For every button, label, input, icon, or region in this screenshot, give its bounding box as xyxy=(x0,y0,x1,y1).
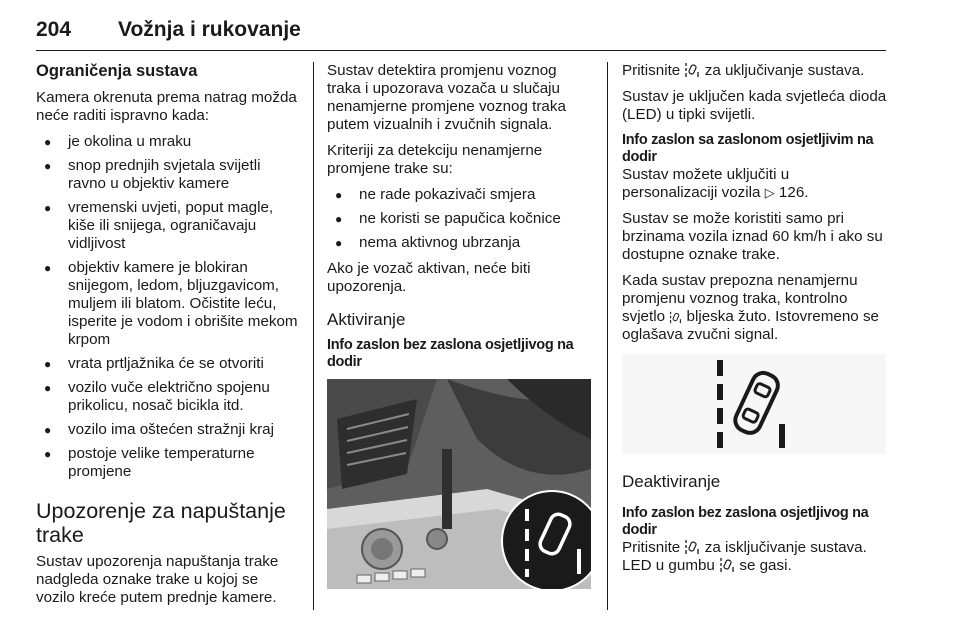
list-item: ● objektiv kamere je blokiran snijegom, ledom, bljuzgavicom, muljem ili blatom. Očistite leću, isperite je vodom i obrišite mekom krpom xyxy=(36,259,298,349)
paragraph: Pritisnite za uključivanje sustava. xyxy=(622,62,865,79)
section-heading: Ograničenja sustava xyxy=(36,62,198,80)
paragraph: Ako je vozač aktivan, neće biti upozorenja. xyxy=(327,260,531,295)
paragraph: Kada sustav prepozna nenamjernu promjenu voznog traka, kontrolno svjetlo bljeska žuto. Istovremeno se oglašava zvučni signal. xyxy=(622,272,880,343)
chapter-title: Vožnja i rukovanje xyxy=(118,18,301,41)
bullet-list xyxy=(36,133,298,481)
list-item: ● nema aktivnog ubrzanja xyxy=(327,234,593,252)
list-item: ● je okolina u mraku xyxy=(36,133,298,151)
list-item: ● vozilo ima oštećen stražnji kraj xyxy=(36,421,298,439)
paragraph: Sustav se može koristiti samo pri brzinama vozila iznad 60 km/h i ako su dostupne oznake trake. xyxy=(622,210,883,263)
section-heading: Deaktiviranje xyxy=(622,472,721,491)
column-3 xyxy=(622,62,888,583)
column-divider xyxy=(313,62,314,610)
lane-departure-icon xyxy=(684,62,700,78)
column-1 xyxy=(36,62,298,615)
page-reference[interactable]: 126. xyxy=(778,184,809,201)
paragraph: Kamera okrenuta prema natrag možda neće raditi ispravno kada: xyxy=(36,89,297,124)
paragraph: Sustav detektira promjenu voznog traka i upozorava vozača u slučaju nenamjerne promjene voznog traka putem vizualnih i zvučnih signala. xyxy=(327,62,566,133)
lane-departure-icon xyxy=(719,557,735,573)
list-item: ● vrata prtljažnika će se otvoriti xyxy=(36,355,298,373)
dashboard-photo xyxy=(327,379,591,589)
dashboard-illustration xyxy=(327,379,591,589)
paragraph: Sustav možete uključiti u personalizaciji vozila ▷ 126. xyxy=(622,166,809,201)
subheading: Info zaslon bez zaslona osjetljivog na dodir xyxy=(327,337,574,370)
list-item: ● vozilo vuče električno spojenu prikolicu, nosač bicikla itd. xyxy=(36,379,298,415)
list-item: ● postoje velike temperaturne promjene xyxy=(36,445,298,481)
lane-departure-icon xyxy=(669,311,682,324)
column-divider xyxy=(607,62,608,610)
paragraph: Sustav je uključen kada svjetleća dioda (LED) u tipki svijetli. xyxy=(622,88,887,123)
bullet-list xyxy=(327,186,593,252)
paragraph: Pritisnite za isključivanje sustava. xyxy=(622,539,867,556)
lane-departure-icon xyxy=(684,539,700,555)
subheading: Info zaslon sa zaslonom osjetljivim na dodir xyxy=(622,132,874,165)
paragraph: Sustav upozorenja napuštanja trake nadgleda oznake trake u kojoj se vozilo kreće putem prednje kamere. xyxy=(36,553,279,606)
column-2 xyxy=(327,62,593,589)
list-item: ● ne rade pokazivači smjera xyxy=(327,186,593,204)
list-item: ● vremenski uvjeti, poput magle, kiše ili snijega, ograničavaju vidljivost xyxy=(36,199,298,253)
lane-departure-icon xyxy=(622,354,886,454)
paragraph: Kriteriji za detekciju nenamjerne promjene trake su: xyxy=(327,142,543,177)
page-number: 204 xyxy=(36,18,72,41)
page-header xyxy=(36,18,886,51)
section-title: Upozorenje za napuštanje trake xyxy=(36,499,286,547)
list-item: ● ne koristi se papučica kočnice xyxy=(327,210,593,228)
page-reference-arrow-icon: ▷ xyxy=(764,185,775,200)
paragraph: LED u gumbu se gasi. xyxy=(622,557,792,574)
lane-departure-indicator-figure xyxy=(622,354,886,454)
list-item: ● snop prednjih svjetala svijetli ravno u objektiv kamere xyxy=(36,157,298,193)
subheading: Info zaslon bez zaslona osjetljivog na dodir xyxy=(622,505,869,538)
section-heading: Aktiviranje xyxy=(327,310,406,329)
